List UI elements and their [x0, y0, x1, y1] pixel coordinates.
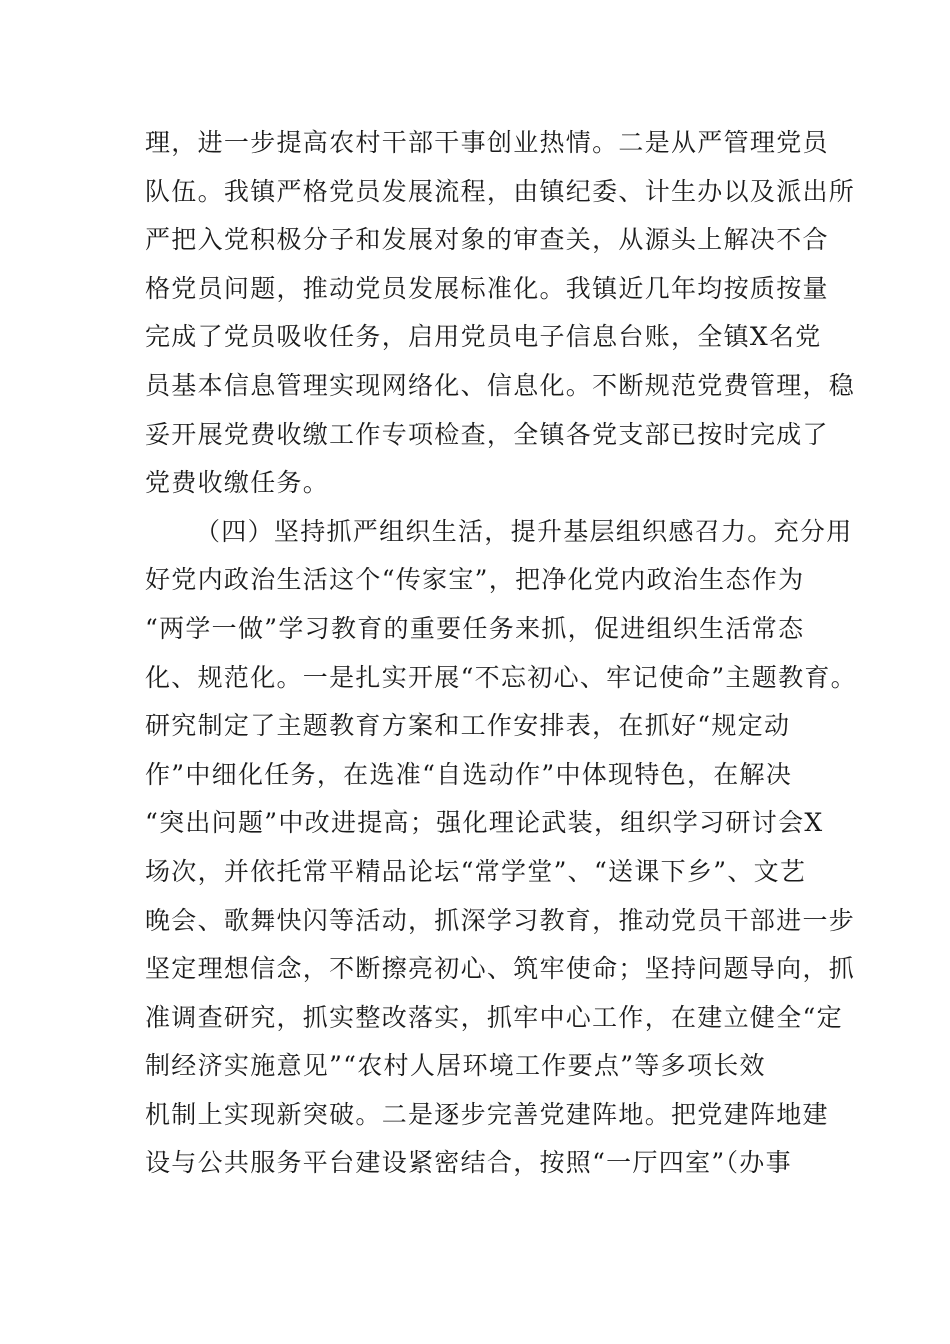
text-line: 机制上实现新突破。二是逐步完善党建阵地。把党建阵地建: [145, 1099, 829, 1129]
text-line: 队伍。我镇严格党员发展流程，由镇纪委、计生办以及派出所: [145, 176, 856, 206]
text-line: 设与公共服务平台建设紧密结合，按照“一厅四室”（办事: [145, 1148, 792, 1178]
text-line: 理，进一步提高农村干部干事创业热情。二是从严管理党员: [145, 128, 829, 157]
text-line: 坚定理想信念，不断擦亮初心、筑牢使命；坚持问题导向，抓: [145, 954, 856, 984]
text-line: 妥开展党费收缴工作专项检查，全镇各党支部已按时完成了: [145, 419, 829, 449]
text-line: 制经济实施意见”“农村人居环境工作要点”等多项长效: [145, 1051, 766, 1081]
text-line: 格党员问题，推动党员发展标准化。我镇近几年均按质按量: [145, 273, 829, 303]
text-line: 员基本信息管理实现网络化、信息化。不断规范党费管理，稳: [145, 370, 856, 400]
text-line: 晚会、歌舞快闪等活动，抓深学习教育，推动党员干部进一步: [145, 905, 856, 935]
text-line: 准调查研究，抓实整改落实，抓牢中心工作，在建立健全“定: [145, 1002, 843, 1032]
text-line: 党费收缴任务。: [145, 468, 330, 498]
text-line: 严把入党积极分子和发展对象的审查关，从源头上解决不合: [145, 225, 829, 255]
text-line: “两学一做”学习教育的重要任务来抓，促进组织生活常态: [145, 613, 805, 643]
section-heading-line: （四）坚持抓严组织生活，提升基层组织感召力。充分用: [195, 516, 853, 546]
text-line: 好党内政治生活这个“传家宝”，把净化党内政治生态作为: [145, 565, 805, 595]
text-line: 完成了党员吸收任务，启用党员电子信息台账，全镇X名党: [145, 322, 822, 352]
text-line: “突出问题”中改进提高；强化理论武装，组织学习研讨会X: [145, 808, 824, 838]
text-line: 作”中细化任务，在选准“自选动作”中体现特色，在解决: [145, 759, 793, 789]
text-line: 场次，并依托常平精品论坛“常学堂”、“送课下乡”、文艺: [145, 856, 807, 886]
text-line: 化、规范化。一是扎实开展“不忘初心、牢记使命”主题教育。: [145, 662, 857, 692]
body-text: [145, 119, 857, 1188]
text-line: 研究制定了主题教育方案和工作安排表，在抓好“规定动: [145, 711, 791, 741]
